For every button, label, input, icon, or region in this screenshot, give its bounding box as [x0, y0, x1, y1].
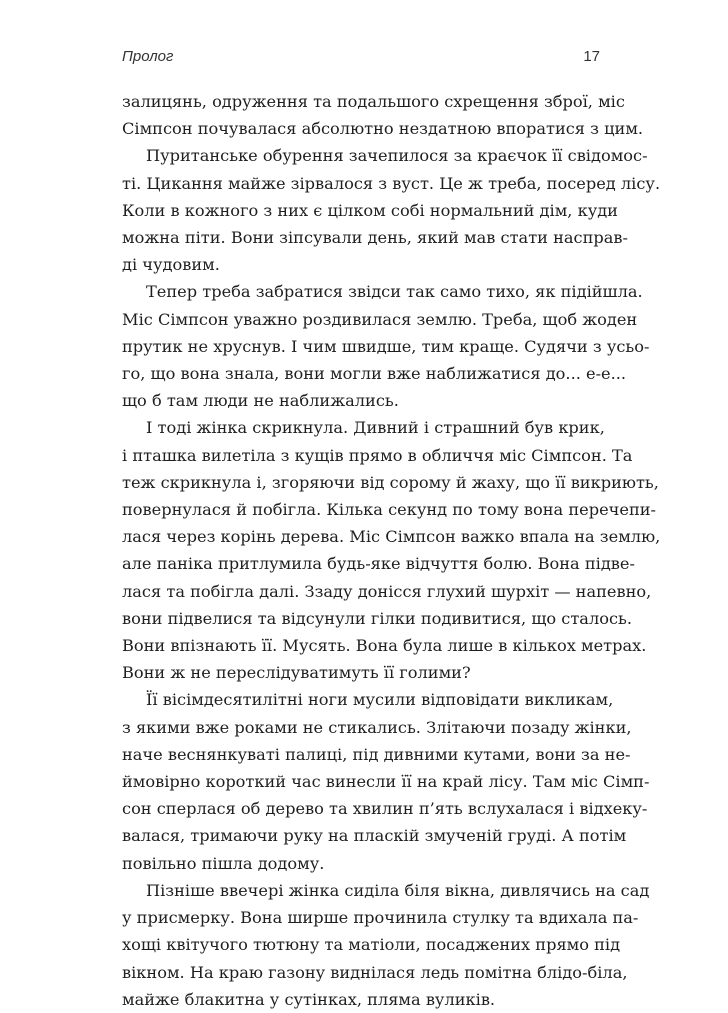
body-text: [122, 88, 661, 1013]
text-line: ймовірно короткий час винесли її на край лісу. Там міс Сімп-: [122, 772, 650, 792]
text-line: і пташка вилетіла з кущів прямо в обличчя міс Сімпсон. Та: [122, 445, 633, 465]
text-line: лася через корінь дерева. Міс Сімпсон важко впала на землю,: [122, 527, 661, 547]
text-line: Її вісімдесятилітні ноги мусили відповідати викликам,: [146, 690, 614, 710]
paragraph-2: [122, 142, 661, 278]
text-line: Пуританське обурення зачепилося за краєчок її свідомос-: [146, 146, 648, 166]
text-line: у присмерку. Вона ширше прочинила стулку та вдихала па-: [122, 908, 639, 928]
text-line: го, що вона знала, вони могли вже наближатися до... е-е...: [122, 364, 627, 384]
text-line: сон сперлася об дерево та хвилин п’ять вслухалася і відхеку-: [122, 799, 648, 819]
running-header: [122, 48, 600, 72]
paragraph-5: [122, 686, 650, 876]
text-line: але паніка притлумила будь-яке відчуття болю. Вона підве-: [122, 554, 635, 574]
paragraph-3: [122, 278, 650, 414]
text-line: можна піти. Вони зіпсували день, який мав стати насправ-: [122, 228, 628, 248]
text-line: залицянь, одруження та подальшого схрещення зброї, міс: [122, 92, 625, 111]
text-line: Вони впізнають її. Мусять. Вона була лише в кількох метрах.: [122, 636, 647, 656]
text-line: повернулася й побігла. Кілька секунд по тому вона перечепи-: [122, 500, 656, 520]
text-line: ті. Цикання майже зірвалося з вуст. Це ж треба, посеред лісу.: [122, 173, 661, 193]
text-line: що б там люди не наближались.: [122, 391, 399, 411]
text-line: валася, тримаючи руку на пласкій змученій груді. А потім: [122, 826, 627, 846]
text-line: Сімпсон почувалася абсолютно нездатною впоратися з цим.: [122, 119, 644, 139]
text-line: теж скрикнула і, згоряючи від сорому й жаху, що її викриють,: [122, 472, 659, 492]
text-line: Коли в кожного з них є цілком собі нормальний дім, куди: [122, 200, 618, 220]
text-line: вони підвелися та відсунули гілки подивитися, що сталось.: [122, 608, 633, 628]
text-line: лася та побігла далі. Ззаду донісся глухий шурхіт — напевно,: [122, 581, 652, 601]
text-line: хощі квітучого тютюну та матіоли, посаджених прямо під: [122, 935, 621, 955]
paragraph-6: [122, 877, 650, 1013]
section-title: Пролог: [122, 48, 174, 65]
text-line: майже блакитна у сутінках, пляма вуликів.: [122, 989, 496, 1009]
page-number: 17: [583, 48, 600, 65]
paragraph-4: [122, 414, 661, 686]
text-line: Міс Сімпсон уважно роздивилася землю. Треба, щоб жоден: [122, 309, 638, 329]
text-line: І тоді жінка скрикнула. Дивний і страшний був крик,: [146, 418, 605, 438]
text-line: вікном. На краю газону виднілася ледь помітна блідо-біла,: [122, 962, 628, 982]
paragraph-1: [122, 88, 644, 142]
text-line: прутик не хруснув. І чим швидше, тим краще. Судячи з усьо-: [122, 336, 650, 356]
text-line: Вони ж не переслідуватимуть її голими?: [122, 663, 471, 683]
text-line: наче веснянкуваті палиці, під дивними кутами, вони за не-: [122, 744, 631, 764]
text-line: Тепер треба забратися звідси так само тихо, як підійшла.: [146, 282, 643, 302]
text-line: повільно пішла додому.: [122, 853, 325, 873]
text-line: з якими вже роками не стикались. Злітаючи позаду жінки,: [122, 717, 632, 737]
text-line: Пізніше ввечері жінка сиділа біля вікна, дивлячись на сад: [146, 880, 650, 900]
text-line: ді чудовим.: [122, 255, 220, 275]
